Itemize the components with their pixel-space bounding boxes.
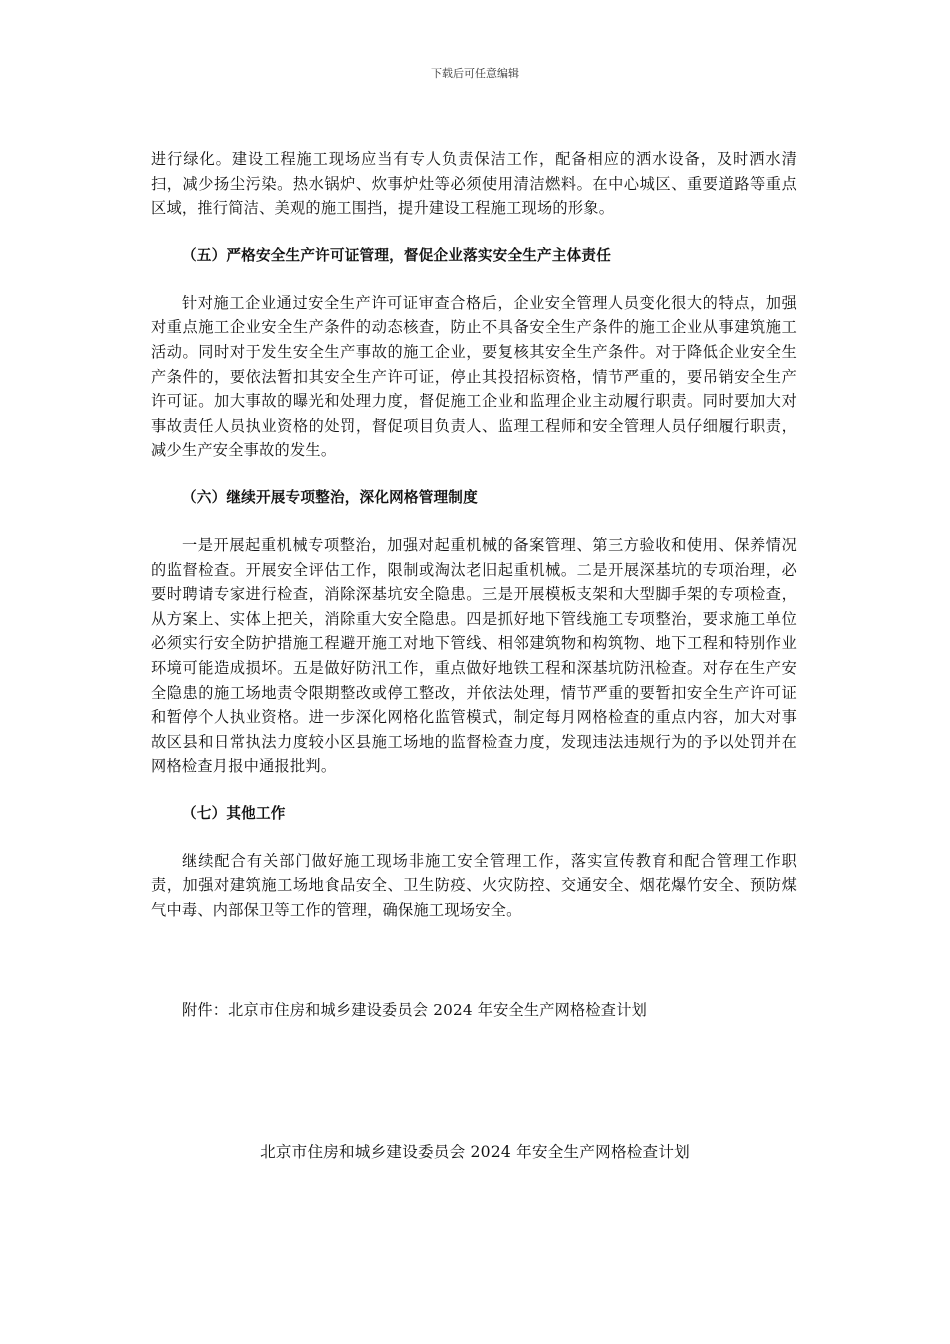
document-body — [151, 147, 797, 1022]
page-header-watermark: 下载后可任意编辑 — [431, 67, 519, 80]
paragraph-section-7: 继续配合有关部门做好施工现场非施工安全管理工作，落实宣传教育和配合管理工作职责，加强对建筑施工场地食品安全、卫生防疫、火灾防控、交通安全、烟花爆竹安全、预防煤气中毒、内部保卫等工作的管理，确保施工现场安全。 — [151, 851, 797, 920]
section-heading-6: （六）继续开展专项整治，深化网格管理制度 — [182, 488, 478, 506]
paragraph-intro: 进行绿化。建设工程施工现场应当有专人负责保洁工作，配备相应的洒水设备，及时洒水清扫，减少扬尘污染。热水锅炉、炊事炉灶等必须使用清洁燃料。在中心城区、重要道路等重点区域，推行简洁、美观的施工围挡，提升建设工程施工现场的形象。 — [151, 150, 797, 218]
section-heading-5: （五）严格安全生产许可证管理，督促企业落实安全生产主体责任 — [182, 246, 612, 264]
section-heading-7: （七）其他工作 — [182, 804, 286, 822]
paragraph-section-5: 针对施工企业通过安全生产许可证审查合格后，企业安全管理人员变化很大的特点，加强对重点施工企业安全生产条件的动态核查，防止不具备安全生产条件的施工企业从事建筑施工活动。同时对于发生安全生产事故的施工企业，要复核其安全生产条件。对于降低企业安全生产条件的，要依法暂扣其安全生产许可证，停止其投招标资格，情节严重的，要吊销安全生产许可证。加大事故的曝光和处理力度，督促施工企业和监理企业主动履行职责。同时要加大对事故责任人员执业资格的处罚，督促项目负责人、监理工程师和安全管理人员仔细履行职责，减少生产安全事故的发生。 — [151, 293, 797, 460]
plan-title: 北京市住房和城乡建设委员会 2024 年安全生产网格检查计划 — [260, 1143, 690, 1161]
attachment-note: 附件：北京市住房和城乡建设委员会 2024 年安全生产网格检查计划 — [182, 1000, 647, 1019]
paragraph-section-6: 一是开展起重机械专项整治，加强对起重机械的备案管理、第三方验收和使用、保养情况的监督检查。开展安全评估工作，限制或淘汰老旧起重机械。二是开展深基坑的专项治理，必要时聘请专家进行检查，消除深基坑安全隐患。三是开展模板支架和大型脚手架的专项检查，从方案上、实体上把关，消除重大安全隐患。四是抓好地下管线施工专项整治，要求施工单位必须实行安全防护措施工程避开施工对地下管线、相邻建筑物和构筑物、地下工程和特别作业环境可能造成损坏。五是做好防汛工作，重点做好地铁工程和深基坑防汛检查。对存在生产安全隐患的施工场地责令限期整改或停工整改，并依法处理，情节严重的要暂扣安全生产许可证和暂停个人执业资格。进一步深化网格化监管模式，制定每月网格检查的重点内容，加大对事故区县和日常执法力度较小区县施工场地的监督检查力度，发现违法违规行为的予以处罚并在网格检查月报中通报批判。 — [151, 535, 797, 776]
